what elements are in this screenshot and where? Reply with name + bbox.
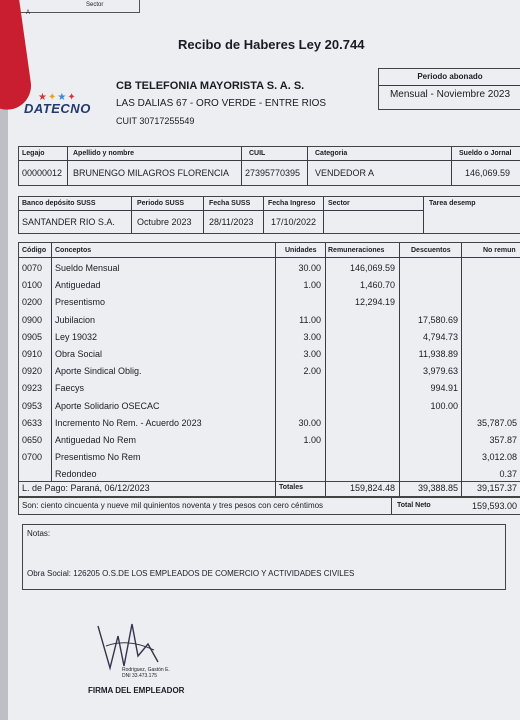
row-codigo: 0633 <box>22 417 43 428</box>
row-concepto: Presentismo No Rem <box>55 452 141 463</box>
row-concepto: Faecys <box>55 383 85 394</box>
row-concepto: Ley 19032 <box>55 331 98 342</box>
row-concepto: Antiguedad No Rem <box>55 435 137 445</box>
son-text: Son: ciento cincuenta y nueve mil quinientos noventa y tres pesos con cero céntimos <box>22 501 324 510</box>
logo-stars-icon: ★✦★✦ <box>38 92 77 103</box>
totales-label: Totales <box>279 484 303 491</box>
stamp-name: Rodriguez, Gastón E. <box>122 667 170 673</box>
row-concepto: Presentismo <box>55 297 106 308</box>
row-concepto: Aporte Solidario OSECAC <box>55 400 160 411</box>
row-desc: 4,794.73 <box>422 331 458 342</box>
company-logo <box>24 92 108 116</box>
unidades-header: Unidades <box>285 247 317 254</box>
concepto-header: Conceptos <box>55 247 92 254</box>
fecha-suss-header: Fecha SUSS <box>209 200 251 207</box>
employee-table <box>18 146 520 186</box>
neto-label: Total Neto <box>397 502 431 509</box>
row-unidades: 3.00 <box>303 349 321 359</box>
row-desc: 17,580.69 <box>417 314 458 325</box>
tarea-header: Tarea desemp <box>429 200 476 207</box>
legajo-header: Legajo <box>22 150 45 157</box>
top-mark: A <box>26 10 31 16</box>
row-unidades: 3.00 <box>303 331 321 342</box>
company-cuit: CUIT 30717255549 <box>116 116 195 126</box>
row-rem: 12,294.19 <box>354 297 395 308</box>
notas-text: Obra Social: 126205 O.S.DE LOS EMPLEADOS DE COMERCIO Y ACTIVIDADES CIVILES <box>27 569 355 578</box>
row-desc: 3,979.63 <box>422 366 458 377</box>
sector-header: Sector <box>328 200 350 207</box>
row-unidades: 1.00 <box>303 280 321 291</box>
totals-row <box>18 480 520 497</box>
row-norem: 357.87 <box>489 435 517 445</box>
categoria-header: Categoria <box>315 150 348 157</box>
banco-header: Banco depósito SUSS <box>22 200 96 207</box>
sueldo-value: 146,069.59 <box>465 168 511 178</box>
row-desc: 100.00 <box>430 400 458 411</box>
notas-box <box>22 524 506 590</box>
fecha-ingreso-value: 17/10/2022 <box>271 217 317 227</box>
row-unidades: 2.00 <box>303 366 321 377</box>
row-codigo: 0920 <box>22 366 43 377</box>
row-concepto: Jubilacion <box>55 314 96 325</box>
norem-header: No remun <box>483 247 516 254</box>
receipt-paper <box>8 0 520 720</box>
periodo-suss-value: Octubre 2023 <box>137 217 192 227</box>
row-codigo: 0923 <box>22 383 43 394</box>
company-address: LAS DALIAS 67 - ORO VERDE - ENTRE RIOS <box>116 98 327 109</box>
row-codigo: 0100 <box>22 280 43 291</box>
firma-label: FIRMA DEL EMPLEADOR <box>88 686 185 695</box>
row-unidades: 30.00 <box>298 417 321 428</box>
row-norem: 35,787.05 <box>476 417 517 428</box>
neto-value: 159,593.00 <box>471 501 517 511</box>
sueldo-header: Sueldo o Jornal <box>459 150 512 157</box>
row-codigo: 0700 <box>22 452 43 463</box>
concepts-table <box>18 242 520 482</box>
periodo-suss-header: Periodo SUSS <box>137 200 185 207</box>
row-concepto: Incremento No Rem. - Acuerdo 2023 <box>55 417 202 428</box>
row-norem: 0.37 <box>499 469 517 480</box>
row-unidades: 1.00 <box>303 435 321 445</box>
row-concepto: Antiguedad <box>55 280 101 291</box>
row-codigo: 0900 <box>22 314 43 325</box>
top-sector-label: Sector <box>86 2 104 8</box>
logo-text: DATECNO <box>24 101 91 116</box>
row-concepto: Sueldo Mensual <box>55 263 120 273</box>
legajo-value: 00000012 <box>22 168 63 178</box>
cuil-value: 27395770395 <box>245 168 301 178</box>
fecha-suss-value: 28/11/2023 <box>209 217 254 227</box>
row-concepto: Redondeo <box>55 469 97 480</box>
desc-header: Descuentos <box>411 247 451 254</box>
periodo-value: Mensual - Noviembre 2023 <box>389 89 511 100</box>
row-desc: 994.91 <box>430 383 458 394</box>
receipt-title: Recibo de Haberes Ley 20.744 <box>178 37 365 52</box>
company-name: CB TELEFONIA MAYORISTA S. A. S. <box>116 80 305 92</box>
cuil-header: CUIL <box>249 150 266 157</box>
fecha-ingreso-header: Fecha Ingreso <box>268 200 316 207</box>
row-codigo: 0953 <box>22 400 43 411</box>
categoria-value: VENDEDOR A <box>315 168 375 178</box>
stamp-dni: DNI 33.473.175 <box>122 673 158 679</box>
row-codigo: 0905 <box>22 331 43 342</box>
nombre-value: BRUNENGO MILAGROS FLORENCIA <box>73 168 230 178</box>
apellido-header: Apellido y nombre <box>73 150 135 157</box>
row-concepto: Obra Social <box>55 349 103 359</box>
son-row <box>18 497 520 515</box>
rem-header: Remuneraciones <box>328 247 385 254</box>
total-rem: 159,824.48 <box>349 483 395 493</box>
row-concepto: Aporte Sindical Oblig. <box>55 366 142 377</box>
periodo-box <box>378 68 520 110</box>
bank-table <box>18 196 520 234</box>
total-norem: 39,157.37 <box>476 483 517 493</box>
total-desc: 39,388.85 <box>417 483 458 493</box>
row-rem: 1,460.70 <box>359 280 395 291</box>
row-codigo: 0070 <box>22 263 43 273</box>
codigo-header: Código <box>22 247 47 254</box>
row-rem: 146,069.59 <box>349 263 395 273</box>
row-codigo: 0910 <box>22 349 43 359</box>
row-codigo: 0650 <box>22 435 43 445</box>
top-sector-box <box>18 0 140 13</box>
periodo-label: Periodo abonado <box>417 72 483 81</box>
notas-label: Notas: <box>27 529 51 538</box>
row-norem: 3,012.08 <box>481 452 517 463</box>
row-desc: 11,938.89 <box>418 349 458 359</box>
row-unidades: 30.00 <box>298 263 321 273</box>
row-codigo: 0200 <box>22 297 43 308</box>
lugar-pago: L. de Pago: Paraná, 06/12/2023 <box>22 483 150 493</box>
banco-value: SANTANDER RIO S.A. <box>22 217 115 227</box>
row-unidades: 11.00 <box>299 314 321 325</box>
